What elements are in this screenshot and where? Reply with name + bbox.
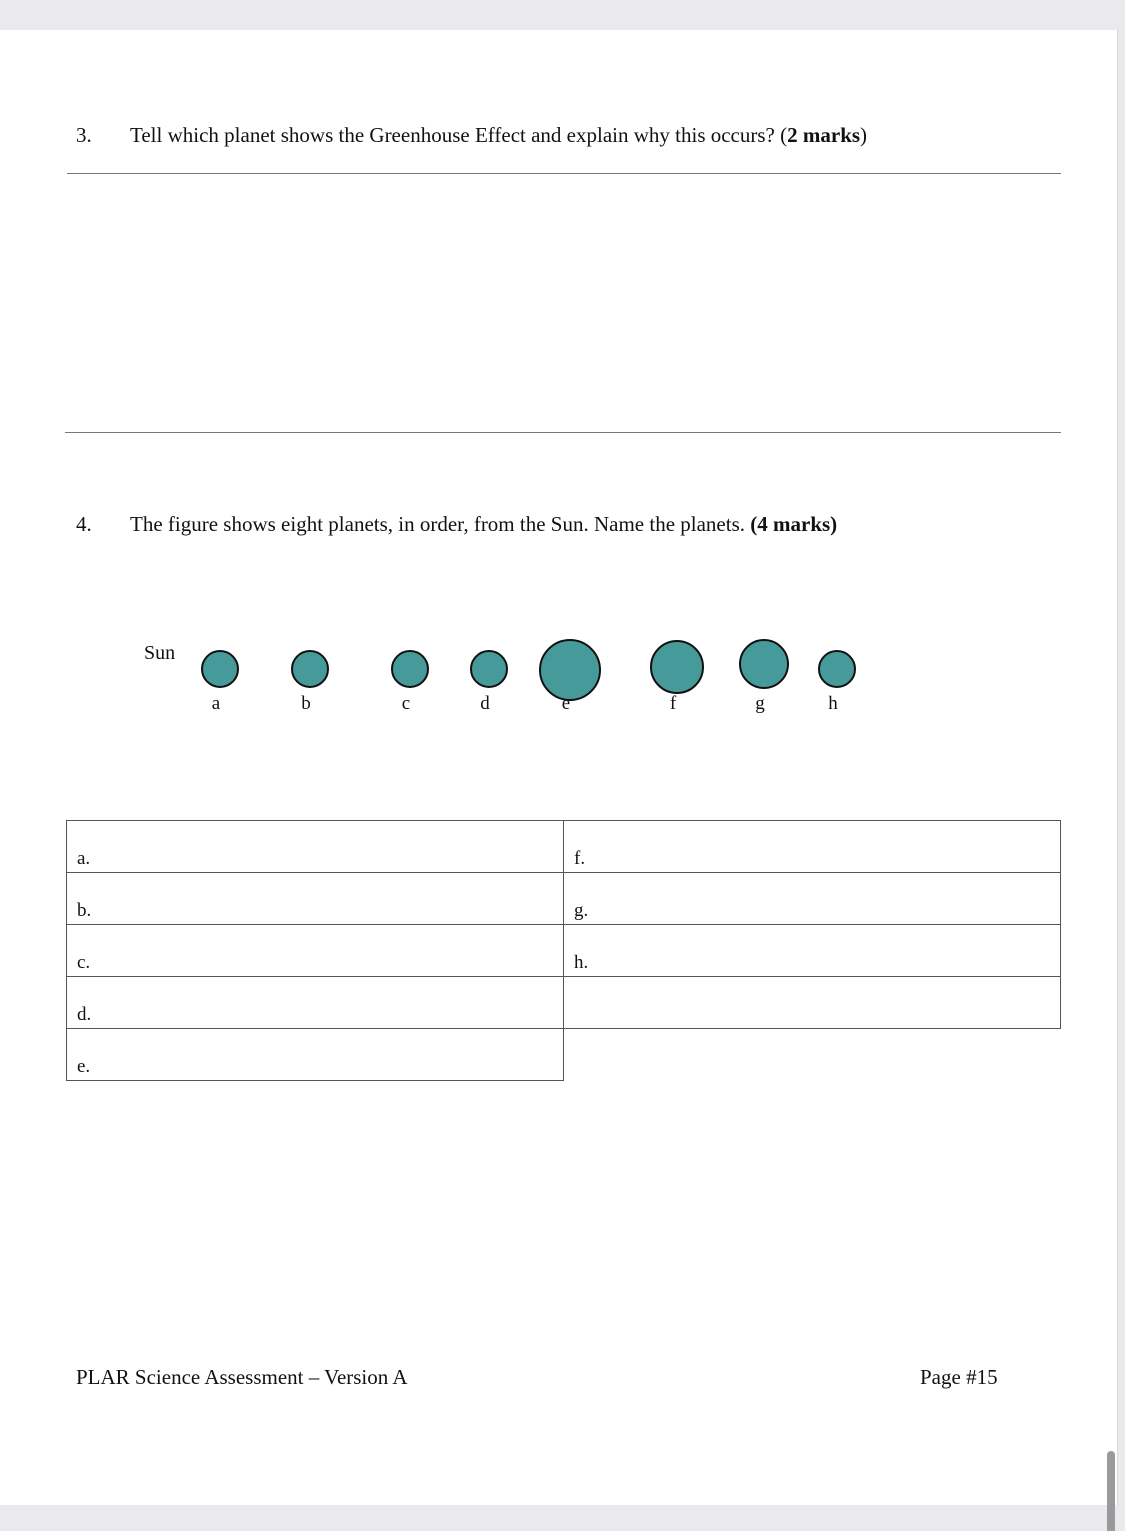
question-4-number: 4. <box>76 512 92 536</box>
sun-label: Sun <box>144 642 176 664</box>
planet-label-b: b <box>301 693 311 714</box>
answer-cell-c[interactable]: c. <box>67 925 564 977</box>
planet-h <box>818 650 856 688</box>
question-3-close: ) <box>860 123 868 147</box>
answer-cell-d[interactable]: d. <box>67 977 564 1029</box>
planet-e <box>539 639 601 701</box>
answer-cell-g[interactable]: g. <box>564 873 1061 925</box>
document-page <box>0 30 1118 1505</box>
planet-label-c: c <box>401 693 411 714</box>
answer-cell-h[interactable]: h. <box>564 925 1061 977</box>
planet-b <box>291 650 329 688</box>
planet-a <box>201 650 239 688</box>
answer-cell-b[interactable]: b. <box>67 873 564 925</box>
answer-cell-blank <box>564 977 1061 1029</box>
page-number: Page #15 <box>920 1365 998 1389</box>
planet-label-f: f <box>669 693 677 714</box>
answer-cell-a[interactable]: a. <box>67 821 564 873</box>
planet-g <box>739 639 789 689</box>
planet-f <box>650 640 704 694</box>
planet-label-g: g <box>755 693 765 714</box>
question-4-text <box>130 512 837 537</box>
question-3-prompt: Tell which planet shows the Greenhouse Effect and explain why this occurs? ( <box>130 123 788 147</box>
answer-line-bottom <box>65 432 1061 433</box>
footer-title: PLAR Science Assessment – Version A <box>76 1365 408 1389</box>
scrollbar[interactable] <box>1107 1451 1115 1531</box>
planet-label-h: h <box>828 693 838 714</box>
planet-c <box>391 650 429 688</box>
answer-table <box>66 820 1061 1081</box>
question-4-marks: (4 marks) <box>750 512 838 536</box>
empty-cell <box>564 1029 1061 1081</box>
question-3-text <box>130 123 867 148</box>
question-3-number: 3. <box>76 123 92 147</box>
planet-label-a: a <box>211 693 221 714</box>
planet-d <box>470 650 508 688</box>
planet-label-e: e <box>561 693 571 714</box>
question-3-marks: 2 marks <box>787 123 861 147</box>
answer-cell-e[interactable]: e. <box>67 1029 564 1081</box>
planet-label-d: d <box>480 693 490 714</box>
answer-line-top <box>67 173 1061 174</box>
answer-cell-f[interactable]: f. <box>564 821 1061 873</box>
question-4-prompt: The figure shows eight planets, in order, from the Sun. Name the planets. <box>130 512 751 536</box>
